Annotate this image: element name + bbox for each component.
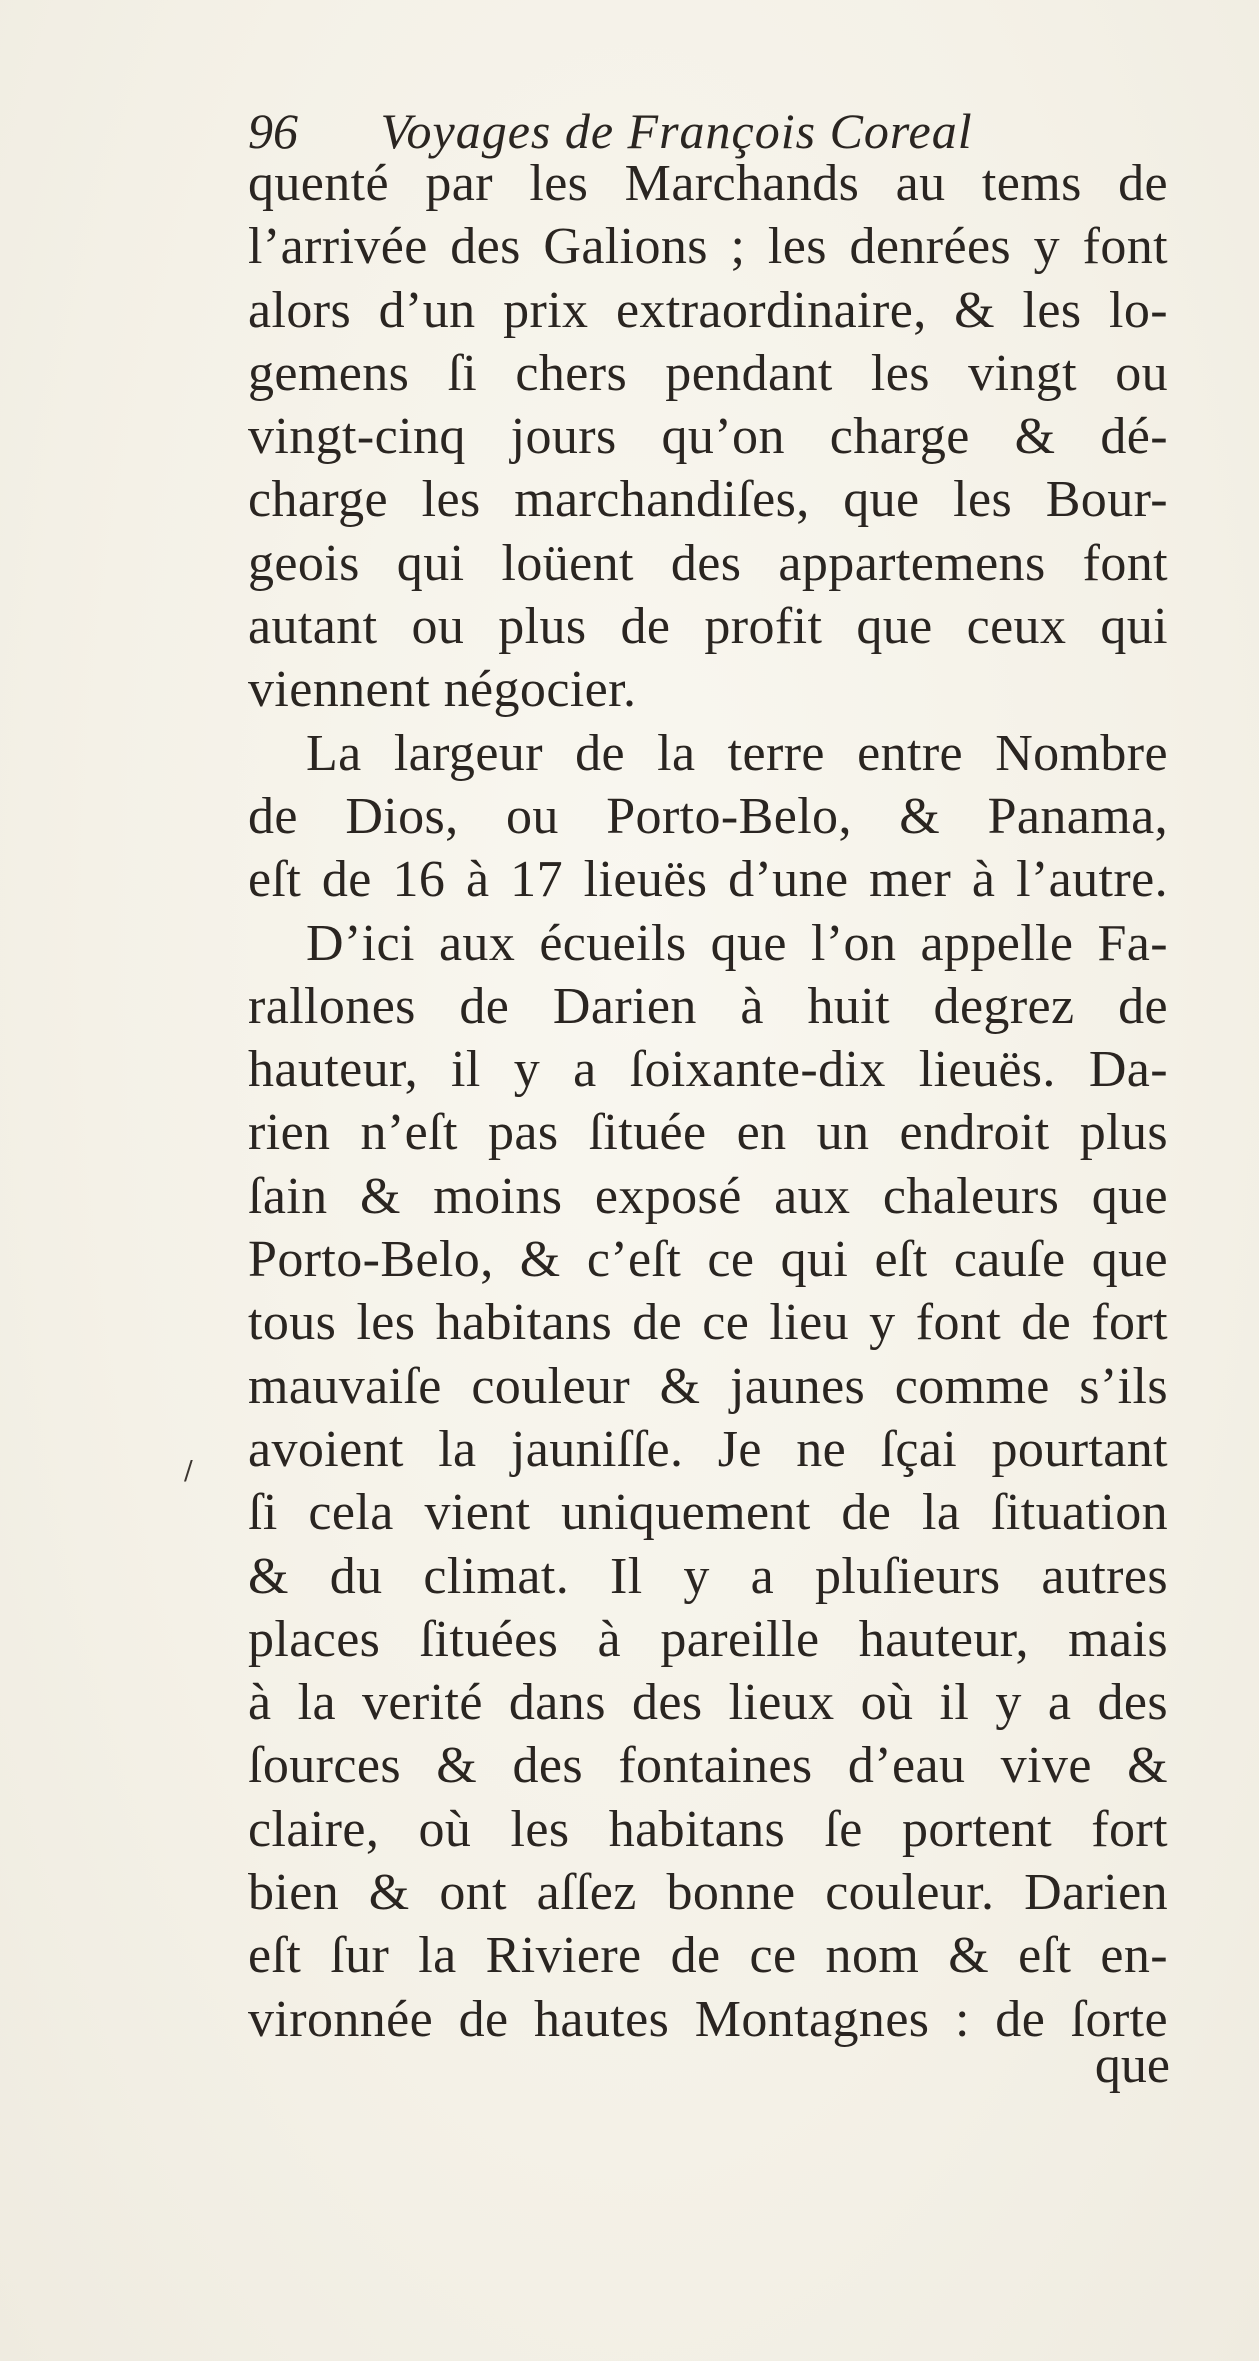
text-line: de Dios, ou Porto-Belo, & Panama,	[248, 787, 1168, 845]
text-line: à la verité dans des lieux où il y a des	[248, 1674, 1168, 1732]
text-line: alors d’un prix extraordinaire, & les lo-	[248, 281, 1168, 339]
catchword: que	[1094, 2037, 1170, 2094]
text-line: autant ou plus de profit que ceux qui	[248, 598, 1168, 656]
page-number: 96	[248, 103, 298, 159]
text-line: charge les marchandiſes, que les Bour-	[248, 471, 1168, 529]
body-text	[248, 152, 1168, 2051]
text-line: ſources & des fontaines d’eau vive &	[248, 1737, 1168, 1795]
text-line: l’arrivée des Galions ; les denrées y font	[248, 218, 1168, 276]
running-title: Voyages de François Coreal	[380, 103, 973, 159]
text-line: tous les habitans de ce lieu y font de fort	[248, 1294, 1168, 1352]
text-line: rien n’eſt pas ſituée en un endroit plus	[248, 1104, 1168, 1162]
text-line: avoient la jauniſſe. Je ne ſçai pourtant	[248, 1420, 1168, 1478]
text-line: viennent négocier.	[248, 661, 637, 719]
text-line: rallones de Darien à huit degrez de	[248, 977, 1168, 1035]
text-line: eſt de 16 à 17 lieuës d’une mer à l’autre.	[248, 851, 1168, 909]
text-line: ſi cela vient uniquement de la ſituation	[248, 1484, 1168, 1542]
margin-mark: /	[184, 1456, 193, 1486]
text-line: eſt ſur la Riviere de ce nom & eſt en-	[248, 1927, 1168, 1985]
text-line: vironnée de hautes Montagnes : de ſorte	[248, 1990, 1168, 2048]
text-line: gemens ſi chers pendant les vingt ou	[248, 344, 1168, 402]
text-line: places ſituées à pareille hauteur, mais	[248, 1610, 1168, 1668]
text-line: bien & ont aſſez bonne couleur. Darien	[248, 1864, 1168, 1922]
text-line: La largeur de la terre entre Nombre	[306, 724, 1168, 782]
text-line: Porto-Belo, & c’eſt ce qui eſt cauſe que	[248, 1231, 1168, 1289]
text-line: claire, où les habitans ſe portent fort	[248, 1800, 1168, 1858]
text-line: & du climat. Il y a pluſieurs autres	[248, 1547, 1168, 1605]
text-line: D’ici aux écueils que l’on appelle Fa-	[306, 914, 1168, 972]
text-line: mauvaiſe couleur & jaunes comme s’ils	[248, 1357, 1168, 1415]
text-line: ſain & moins exposé aux chaleurs que	[248, 1167, 1168, 1225]
text-line: hauteur, il y a ſoixante-dix lieuës. Da-	[248, 1041, 1168, 1099]
text-line: vingt-cinq jours qu’on charge & dé-	[248, 408, 1168, 466]
text-line: quenté par les Marchands au tems de	[248, 155, 1168, 212]
text-line: geois qui loüent des appartemens font	[248, 534, 1168, 592]
